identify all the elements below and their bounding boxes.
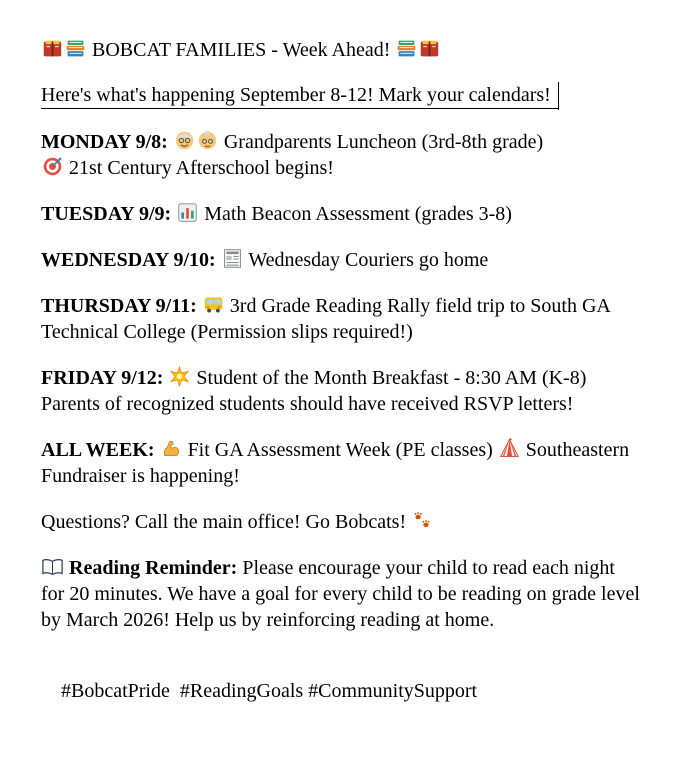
newsletter-document [41,36,641,730]
day-label: FRIDAY 9/12: [41,367,164,389]
paw-prints-icon [412,510,433,531]
title-line [41,36,641,64]
day-text: Student of the Month Breakfast - 8:30 AM (K-8) Parents of recognized students should have received RSVP letters! [41,367,587,415]
red-book-icon [42,38,63,59]
day-text: Math Beacon Assessment (grades 3-8) [204,203,512,225]
text-cursor [558,82,559,110]
day-text: Wednesday Couriers go home [248,249,489,271]
bar-chart-icon [177,202,198,223]
hashtags-line [41,652,641,730]
questions-line [41,509,641,535]
hashtags-text: #BobcatPride #ReadingGoals #CommunitySupport [61,680,478,702]
newspaper-icon [222,248,243,269]
day-text-2: 21st Century Afterschool begins! [69,157,334,179]
day-label: MONDAY 9/8: [41,131,168,153]
day-label: WEDNESDAY 9/10: [41,249,216,271]
thursday-item [41,293,641,345]
day-label: THURSDAY 9/11: [41,295,197,317]
intro-text[interactable] [41,82,559,109]
wednesday-item [41,247,641,273]
star-burst-icon [169,366,190,387]
day-text: Grandparents Luncheon (3rd-8th grade) [223,131,544,153]
grandpa-icon [174,130,195,151]
day-label: ALL WEEK: [41,439,155,461]
day-label: TUESDAY 9/9: [41,203,172,225]
bus-icon [203,294,224,315]
intro-text-content: Here's what's happening September 8-12! Mark your calendars! [41,84,551,106]
books-stack-icon [396,38,417,59]
monday-item [41,129,641,181]
page-title: BOBCAT FAMILIES - Week Ahead! [92,39,391,61]
circus-tent-icon [499,438,520,459]
target-icon [42,156,63,177]
flexed-biceps-icon [161,438,182,459]
tuesday-item [41,201,641,227]
all-week-item [41,437,641,489]
questions-text: Questions? Call the main office! Go Bobcats! [41,511,407,533]
friday-item [41,365,641,417]
day-text-2: Southeastern Fundraiser is happening! [41,439,630,487]
reading-text: Please encourage your child to read each night for 20 minutes. We have a goal for every child to be reading on grade level by March 2026! Help us by reinforcing reading at home. [41,557,640,631]
red-book-icon [419,38,440,59]
day-text: 3rd Grade Reading Rally field trip to South GA Technical College (Permission slips required!) [41,295,610,343]
reading-label: Reading Reminder: [69,557,238,579]
books-stack-icon [65,38,86,59]
grandma-icon [197,130,218,151]
reading-reminder [41,555,641,633]
open-book-icon [42,556,63,577]
day-text: Fit GA Assessment Week (PE classes) [187,439,493,461]
